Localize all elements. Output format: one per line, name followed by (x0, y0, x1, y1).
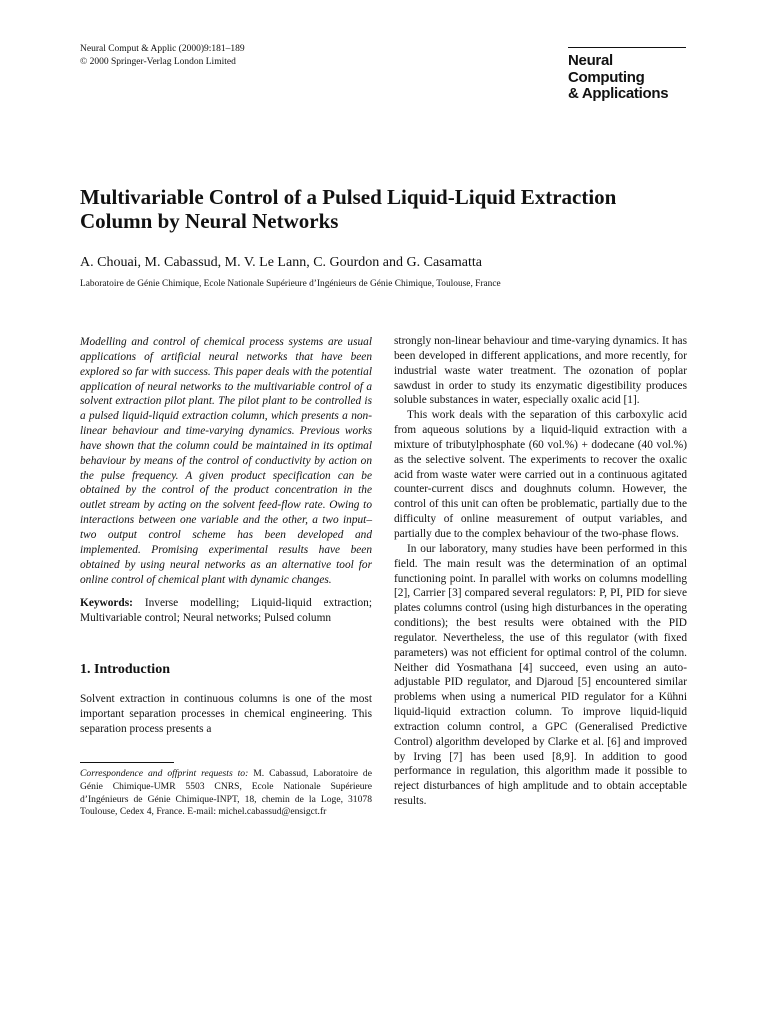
logo-line-3: & Applications (568, 85, 669, 102)
logo-line-1: Neural (568, 52, 613, 69)
keywords (80, 596, 372, 626)
intro-paragraph-right-2: This work deals with the separation of this carboxylic acid from aqueous solutions by a liquid-liquid extraction with a mixture of tributylphosphate (60 vol.%) + dodecane (40 vol.%) as the selective solvent. The experiments to recover the oxalic acid from waste water were carried out in a continuous agitated counter-current discs and doughnuts column. However, the control of this unit can often be problematic, partially due to the difficulty of online measurement of output variables, and partially due to the complex behaviour of the two-phase flows. (394, 409, 687, 540)
keywords-label: Keywords: (80, 597, 133, 610)
footnote-label: Correspondence and offprint requests to: (80, 768, 249, 780)
abstract: Modelling and control of chemical process systems are usual applications of artificial neural networks that have been explored so far with success. This paper deals with the potential application of neural networks to the multivariable control of a solvent extraction pilot plant. The pilot plant to be controlled is a pulsed liquid-liquid extraction column, which presents a non-linear behaviour and time-varying dynamics. Previous works have shown that the column could be maintained in its optimal behaviour by means of the control of conductivity by action on the pulse frequency. A given product specification can be obtained by the control of the product concentration in the outlet stream by acting on the solvent feed-flow rate. Owing to interactions between one variable and the other, a two input–two output control scheme has been developed and implemented. Promising experimental results have been obtained by using neural networks as an alternative tool for online control of chemical plant with dynamic changes. (80, 336, 372, 586)
left-column (80, 335, 372, 819)
journal-citation: Neural Comput & Applic (2000)9:181–189 (80, 44, 245, 54)
journal-copyright: © 2000 Springer-Verlag London Limited (80, 56, 236, 67)
author-affiliation: Laboratoire de Génie Chimique, Ecole Nationale Supérieure d’Ingénieurs de Génie Chimique, Toulouse, France (80, 279, 501, 289)
logo-line-2: Computing (568, 68, 645, 86)
section-heading: 1. Introduction (80, 662, 170, 678)
intro-paragraph-right-3: In our laboratory, many studies have been performed in this field. The main result was the determination of an optimal functioning point. In parallel with works on columns modelling [2], Carrier [3] compared several regulators: P, PI, PID for sieve plates columns control (using high disturbances in the operating conditions); the best results were obtained with the PID regulator. Nevertheless, the use of this regulator (with fixed parameters) was not efficient for optimal control of the column. Neither did Yosmathana [4] succeed, even using an auto-adjustable PID regulator, and Djaroud [5] encountered similar problems when using a numerical PID regulator for a Kühni liquid-liquid extraction column. To improve liquid-liquid extraction column control, a GPC (Generalised Predictive Control) algorithm developed by Clarke et al. [6] and improved by Irving [7] has been used [8,9]. In addition to good performance in regulation, this algorithm made it possible to reject disturbances of high amplitude and to obtain acceptable results. (394, 542, 687, 808)
footnote-text: M. Cabassud, Laboratoire de Génie Chimique-UMR 5503 CNRS, Ecole Nationale Supérieure d’Ingénieurs de Génie Chimique-INPT, 18, chemin de la Loge, 31078 Toulouse, Cedex 4, France. E-mail: michel.cabassud@ensigct.fr (80, 768, 372, 818)
right-column (394, 334, 687, 809)
article-authors: A. Chouai, M. Cabassud, M. V. Le Lann, C. Gourdon and G. Casamatta (80, 255, 482, 270)
intro-paragraph-right-1: strongly non-linear behaviour and time-varying dynamics. It has been developed in different applications, and more recently, for industrial waste water treatment. The ozonation of poplar sawdust in order to study its enzymatic digestibility produces soluble substances in water, especially oxalic acid [1]. (394, 335, 687, 407)
correspondence-footnote (80, 768, 372, 818)
journal-citation-block (80, 43, 245, 68)
footnote-rule (80, 762, 174, 763)
article-title: Multivariable Control of a Pulsed Liquid-Liquid Extraction Column by Neural Networks (80, 185, 617, 233)
intro-paragraph-left: Solvent extraction in continuous columns is one of the most important separation processes in chemical engineering. This separation process presents a (80, 692, 372, 735)
keywords-text: Inverse modelling; Liquid-liquid extraction; Multivariable control; Neural networks; Pulsed column (80, 597, 373, 625)
journal-logo (568, 47, 686, 103)
logo-rule (568, 47, 686, 48)
